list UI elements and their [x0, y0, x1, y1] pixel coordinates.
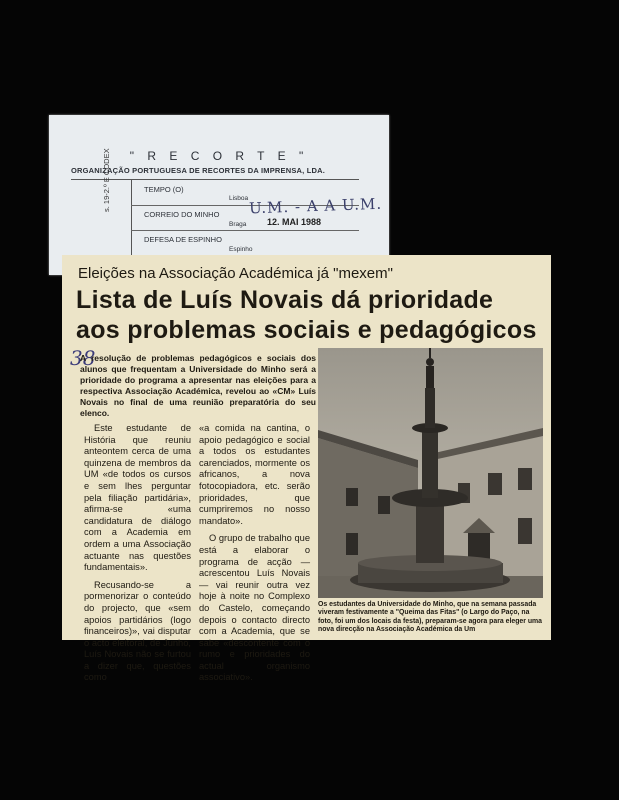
photo-caption: Os estudantes da Universidade do Minho, que na semana passada viveram festivamente a "Queima das Fitas" (o Largo do Paço, na foto, foi um dos locais da festa), preparam-se agora para eleger uma nova direcção na Associação Académica da Um [318, 601, 543, 634]
slip-organization: ORGANIZAÇÃO PORTUGUESA DE RECORTES DA IMPRENSA, LDA. [71, 166, 326, 175]
press-clipping-slip [49, 115, 389, 275]
publication-city: Braga [229, 221, 247, 228]
publication-name: DEFESA DE ESPINHO [144, 235, 222, 244]
source-stamp: U.M. - A A U.M. [248, 194, 383, 218]
newspaper-article [62, 255, 551, 683]
slip-side-text: s. 19-2.º E CODEX [102, 148, 111, 212]
article-lead: A resolução de problemas pedagógicos e sociais dos alunos que frequentam a Universidade do Minho será a prioridade do programa a apresentar nas eleições para a respectiva Associação Académica, revelou ao «CM» Luís Novais no final de uma reunião preparatória do seu elenco. [80, 353, 316, 418]
publication-city: Espinho [229, 246, 253, 253]
headline-line-2: aos problemas sociais e pedagógicos [76, 316, 537, 344]
paragraph: Este estudante de História que reuniu anteontem cerca de uma quinzena de membros da UM «de todos os cursos e sem lhes perguntar pela filiação partidária», afirma-se «uma candidatura de diálogo com a Academia em ordem a uma Associação actuante nas questões fundamentais». [84, 423, 191, 573]
paragraph: Recusando-se a pormenorizar o conteúdo do projecto, que «sem apoios partidários (logo financeiros)», vai disputar o acto eleitoral, de Junho, Luís Novais não se furtou a dizer que, questões como [84, 579, 191, 683]
publication-name: TEMPO (O) [144, 185, 184, 194]
slip-divider [71, 179, 359, 180]
fountain-photo [318, 348, 543, 598]
publication-city: Lisboa [229, 195, 249, 202]
slip-title: " R E C O R T E " [129, 149, 309, 163]
headline-line-1: Lista de Luís Novais dá prioridade [76, 286, 494, 314]
date-stamp: 12. MAI 1988 [267, 217, 322, 227]
paragraph: O grupo de trabalho que está a elaborar o programa de acção — acrescentou Luís Novais — vai reunir outra vez hoje à noite no Complexo do Castelo, começando depois o contacto directo com a Academia, que se sabe «descontente com o rumo e prioridades do actual organismo associativo». [199, 533, 310, 683]
handwritten-reference-number: 38 [70, 346, 96, 370]
publication-divider [131, 230, 359, 231]
article-column-2 [199, 423, 310, 690]
article-kicker: Eleições na Associação Académica já "mexem" [78, 265, 393, 282]
article-column-1 [84, 423, 191, 690]
publication-name: CORREIO DO MINHO [144, 210, 220, 219]
paragraph: «a comida na cantina, o apoio pedagógico e social a todos os estudantes carenciados, mormente os africanos, a nova fotocopiadora, etc. serão prioridades, que cumpriremos no nosso mandato». [199, 423, 310, 526]
